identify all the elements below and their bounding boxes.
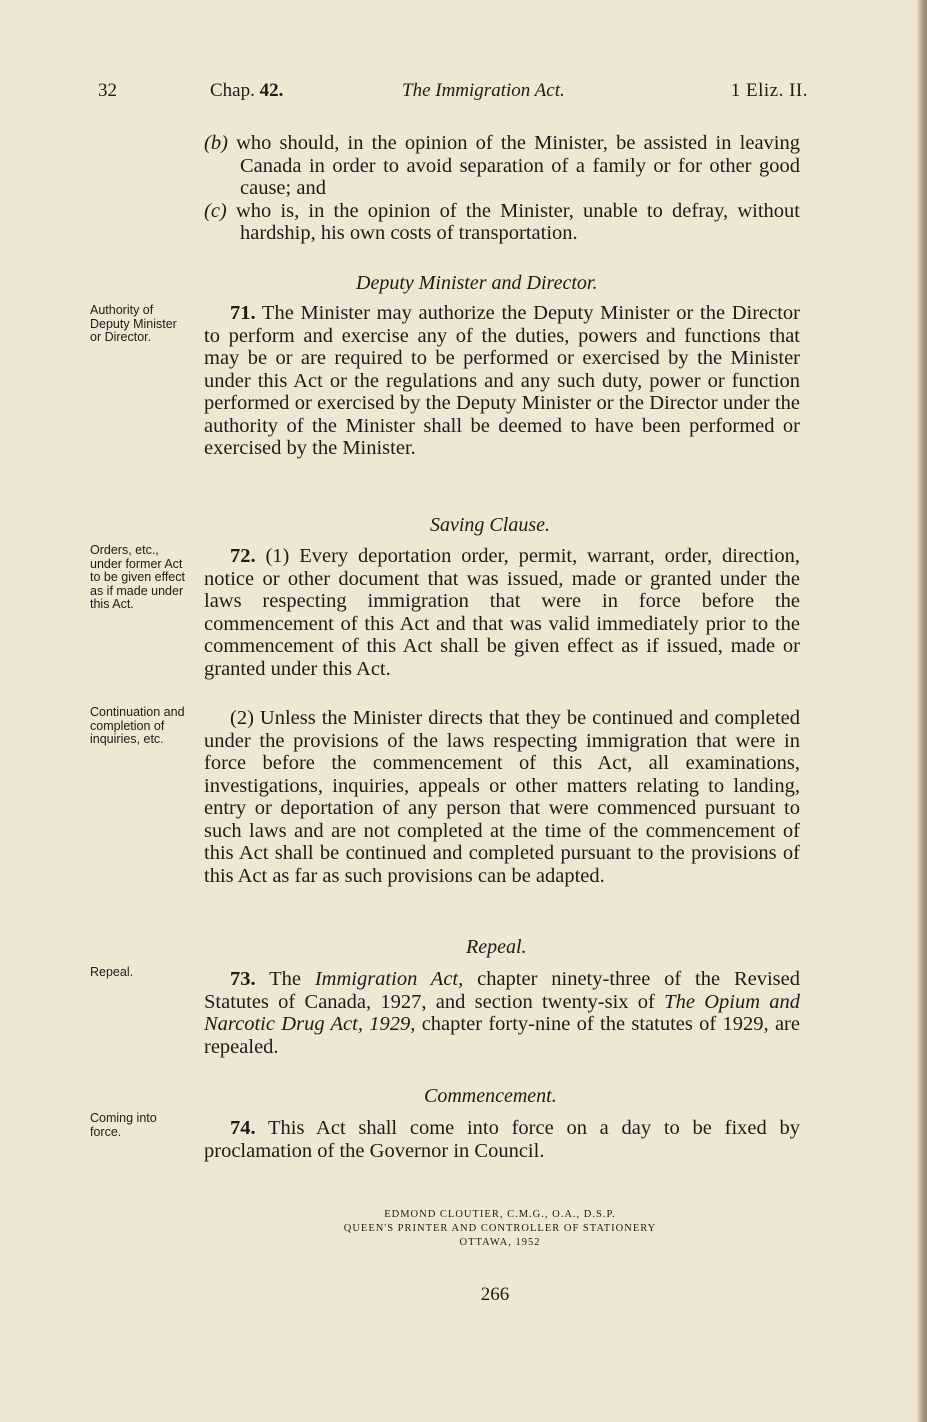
heading-repeal: Repeal.: [466, 936, 527, 958]
header-chapter-label: Chap.: [210, 80, 255, 101]
imprint-printer-title: QUEEN'S PRINTER AND CONTROLLER OF STATIONERY: [343, 1223, 657, 1234]
clause-b-label: (b): [204, 132, 228, 154]
section-74-text: This Act shall come into force on a day to be fixed by proclamation of the Governor in Council.: [204, 1117, 800, 1162]
section-73-post: chapter forty-nine of the statutes of 1929, are repealed.: [204, 1013, 800, 1058]
clause-b-text: who should, in the opinion of the Minister, be assisted in leaving Canada in order to avoid separation of a family or for other good cause; and: [236, 132, 800, 199]
section-71: [204, 302, 800, 460]
section-73-mid: chapter ninety-three of the Revised Statutes of Canada, 1927, and section twenty-six of: [204, 968, 800, 1013]
header-chapter-number: 42.: [259, 80, 284, 101]
header-act-title: The Immigration Act.: [402, 80, 565, 101]
header-page-number: 32: [98, 80, 117, 101]
section-72-1: [204, 545, 800, 680]
clause-c-label: (c): [204, 199, 227, 222]
section-71-number: 71.: [230, 302, 256, 324]
running-header: [98, 80, 808, 110]
section-72-2-text: (2) Unless the Minister directs that they be continued and completed under the provisions of the laws respecting immigration that were in force before the commencement of this Act, all examinations, investigations, inquiries, appeals or other matters relating to landing, entry or deportation of any person that were commenced pursuant to such laws and are not completed at the time of the commencement of this Act shall be continued and completed pursuant to the provisions of this Act as far as such provisions can be adapted.: [204, 707, 800, 887]
header-chapter: [210, 80, 283, 102]
section-74: [204, 1117, 800, 1162]
page-edge-shadow: [917, 0, 927, 1422]
marginal-note-s71: Authority of Deputy Minister or Director.: [90, 303, 177, 344]
clause-block: [204, 132, 800, 245]
imprint-printer-name: EDMOND CLOUTIER, C.M.G., O.A., D.S.P.: [384, 1209, 616, 1220]
clause-c: [204, 200, 800, 245]
section-73: [204, 968, 800, 1058]
marginal-note-s73: Repeal.: [90, 965, 134, 979]
heading-commencement: Commencement.: [424, 1085, 557, 1107]
section-73-pre: The: [269, 968, 301, 990]
marginal-note-s72-1: Orders, etc., under former Act to be given effect as if made under this Act.: [90, 543, 185, 611]
clause-c-text: who is, in the opinion of the Minister, unable to defray, without hardship, his own costs of transportation.: [235, 199, 800, 244]
section-72-number: 72.: [230, 545, 256, 567]
section-73-number: 73.: [230, 968, 256, 990]
section-71-paragraph: [204, 302, 800, 460]
marginal-note-s72-2: Continuation and completion of inquiries, etc.: [90, 705, 185, 746]
header-reign: 1 Eliz. II.: [730, 80, 808, 101]
clause-b: [204, 132, 800, 200]
marginal-note-s74: Coming into force.: [90, 1111, 157, 1139]
section-73-act-opium: The Opium and Narcotic Drug Act, 1929,: [204, 990, 801, 1035]
heading-deputy-minister: Deputy Minister and Director.: [356, 272, 598, 294]
heading-saving-clause: Saving Clause.: [430, 514, 550, 536]
section-72-1-paragraph: [204, 545, 800, 680]
section-71-text: The Minister may authorize the Deputy Minister or the Director to perform and exercise any of the duties, powers and functions that may be or are required to be performed or exercised by the Minister under this Act or the regulations and any such duty, power or function performed or exercised by the Deputy Minister or the Director under the authority of the Minister shall be deemed to have been performed or exercised by the Minister.: [204, 302, 800, 459]
section-74-paragraph: [204, 1117, 800, 1162]
section-72-1-text: (1) Every deportation order, permit, warrant, order, direction, notice or other document that was issued, made or granted under the laws respecting immigration that were in force before the commencement of this Act and that was valid immediately prior to the commencement of this Act shall be given effect as if issued, made or granted under this Act.: [204, 545, 800, 680]
section-73-paragraph: [204, 968, 800, 1058]
printer-imprint: [280, 1208, 720, 1250]
section-73-act-immigration: Immigration Act,: [314, 968, 464, 990]
footer-page-number: 266: [480, 1284, 510, 1305]
section-74-number: 74.: [230, 1117, 256, 1139]
imprint-place-year: OTTAWA, 1952: [459, 1237, 541, 1248]
section-72-2-paragraph: [204, 707, 800, 887]
section-72-2: [204, 707, 800, 887]
